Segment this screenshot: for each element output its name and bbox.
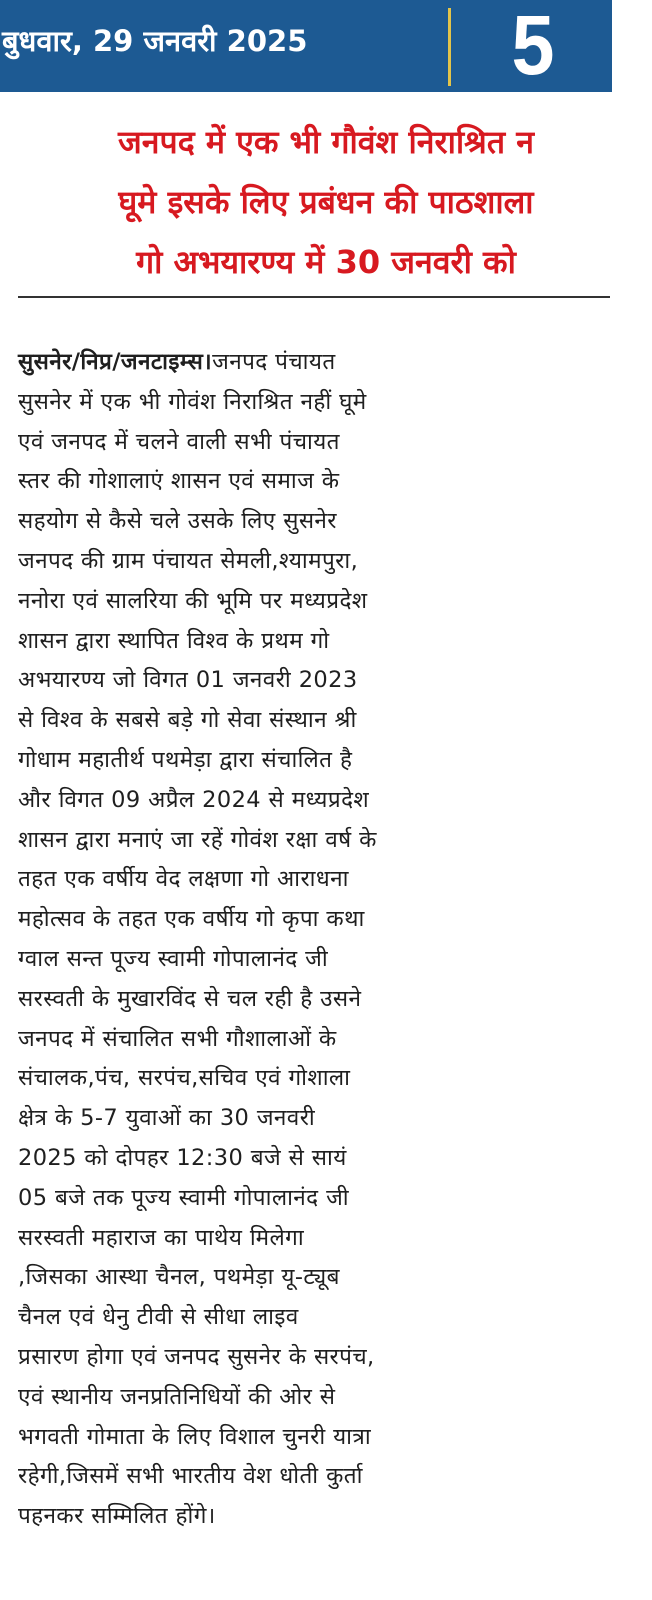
article-line: शासन द्वारा स्थापित विश्व के प्रथम गो xyxy=(18,627,330,654)
headline-line: घूमे इसके लिए प्रबंधन की पाठशाला xyxy=(118,183,534,221)
article-line: सहयोग से कैसे चले उसके लिए सुसनेर xyxy=(18,508,337,535)
issue-date: बुधवार, 29 जनवरी 2025 xyxy=(2,24,308,58)
masthead-band xyxy=(0,0,612,92)
article-line: जनपद में संचालित सभी गौशालाओं के xyxy=(18,1025,337,1052)
article-line: रहेगी,जिसमें सभी भारतीय वेश धोती कुर्ता xyxy=(18,1463,363,1490)
first-line-text: जनपद पंचायत xyxy=(212,349,336,375)
article-line: 05 बजे तक पूज्य स्वामी गोपालानंद जी xyxy=(18,1184,350,1211)
article-line: तहत एक वर्षीय वेद लक्षणा गो आराधना xyxy=(18,866,349,893)
article-line-first xyxy=(18,343,618,383)
article-line: पहनकर सम्मिलित होंगे। xyxy=(18,1503,216,1530)
article-line: एवं जनपद में चलने वाली सभी पंचायत xyxy=(18,428,340,455)
article-line: क्षेत्र के 5-7 युवाओं का 30 जनवरी xyxy=(18,1105,316,1132)
article-line: शासन द्वारा मनाएं जा रहें गोवंश रक्षा वर्ष के xyxy=(18,826,377,853)
article-line: भगवती गोमाता के लिए विशाल चुनरी यात्रा xyxy=(18,1423,372,1450)
dateline: सुसनेर/निप्र/जनटाइम्स। xyxy=(18,349,213,375)
article-line: महोत्सव के तहत एक वर्षीय गो कृपा कथा xyxy=(18,906,365,933)
article-line: ननोरा एवं सालरिया की भूमि पर मध्यप्रदेश xyxy=(18,587,368,614)
article-line: ग्वाल सन्त पूज्य स्वामी गोपालानंद जी xyxy=(18,945,329,972)
article-line: चैनल एवं धेनु टीवी से सीधा लाइव xyxy=(18,1304,299,1331)
article-line: प्रसारण होगा एवं जनपद सुसनेर के सरपंच, xyxy=(18,1343,375,1370)
headline-divider xyxy=(18,296,610,298)
article-line: से विश्व के सबसे बड़े गो सेवा संस्थान श्री xyxy=(18,707,357,734)
article-line: सरस्वती महाराज का पाथेय मिलेगा xyxy=(18,1224,305,1251)
article-line: जनपद की ग्राम पंचायत सेमली,श्यामपुरा, xyxy=(18,547,359,574)
article-line: सुसनेर में एक भी गोवंश निराश्रित नहीं घूमे xyxy=(18,388,367,415)
headline-line: गो अभयारण्य में 30 जनवरी को xyxy=(136,243,516,281)
headline-line: जनपद में एक भी गौवंश निराश्रित न xyxy=(118,123,534,161)
article-line: 2025 को दोपहर 12:30 बजे से सायं xyxy=(18,1144,347,1171)
masthead-divider xyxy=(448,8,451,86)
article-line: संचालक,पंच, सरपंच,सचिव एवं गोशाला xyxy=(18,1065,351,1092)
article-headline xyxy=(0,112,652,292)
article-body xyxy=(18,343,618,1537)
article-line: गोधाम महातीर्थ पथमेड़ा द्वारा संचालित है xyxy=(18,746,353,773)
article-line: और विगत 09 अप्रैल 2024 से मध्यप्रदेश xyxy=(18,786,370,813)
article-line: स्तर की गोशालाएं शासन एवं समाज के xyxy=(18,468,340,495)
page-margin xyxy=(638,0,652,1600)
article-line: सरस्वती के मुखारविंद से चल रही है उसने xyxy=(18,985,362,1012)
article-line: एवं स्थानीय जनप्रतिनिधियों की ओर से xyxy=(18,1383,336,1410)
page-number: 5 xyxy=(511,0,555,92)
article-line: अभयारण्य जो विगत 01 जनवरी 2023 xyxy=(18,667,358,694)
article-line: ,जिसका आस्था चैनल, पथमेड़ा यू-ट्यूब xyxy=(18,1264,340,1291)
